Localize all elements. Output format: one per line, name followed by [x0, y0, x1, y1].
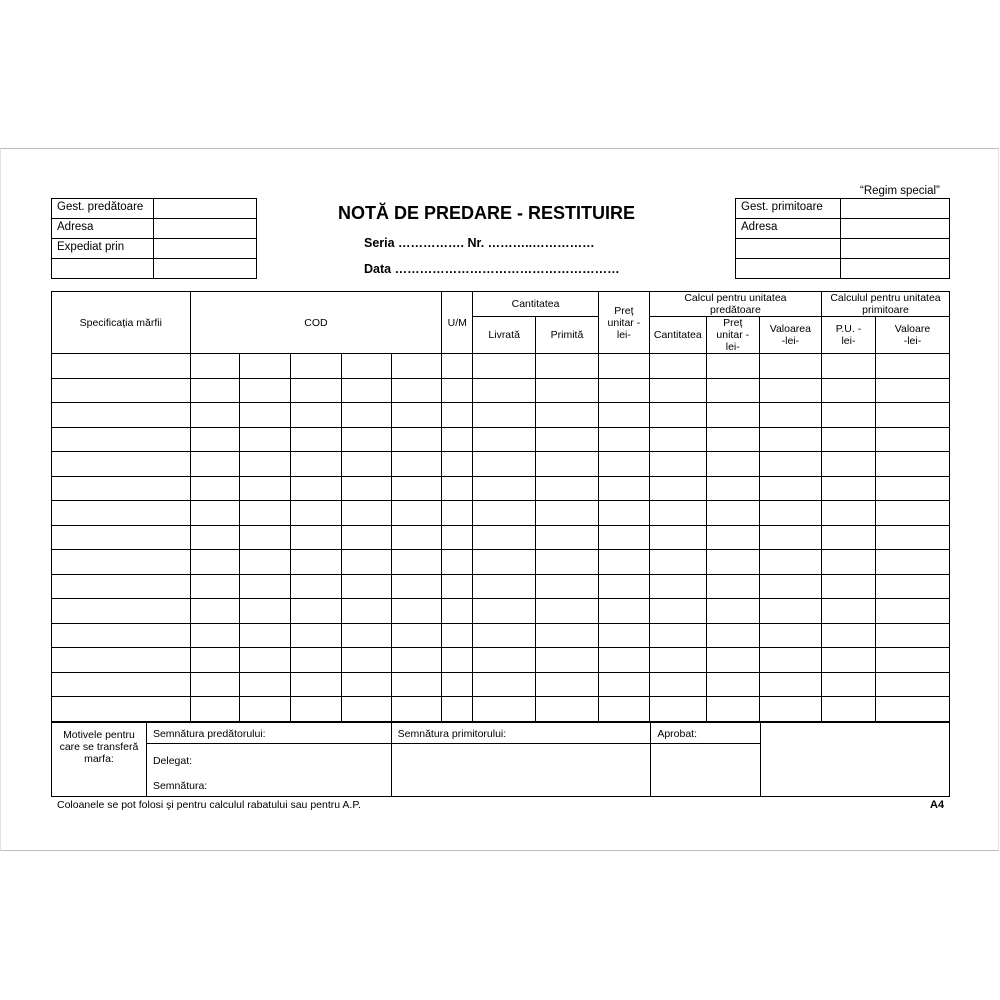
table-cell[interactable] — [822, 574, 876, 599]
table-cell[interactable] — [190, 403, 240, 428]
table-cell[interactable] — [473, 574, 536, 599]
table-cell[interactable] — [291, 354, 342, 379]
table-cell[interactable] — [473, 599, 536, 624]
delegat-label: Delegat: — [152, 755, 193, 767]
table-cell[interactable] — [442, 378, 473, 403]
table-cell[interactable] — [649, 452, 706, 477]
table-cell[interactable] — [391, 648, 442, 673]
table-cell[interactable] — [52, 476, 191, 501]
regim-special-label: “Regim special” — [860, 185, 940, 197]
table-cell[interactable] — [822, 476, 876, 501]
table-cell[interactable] — [875, 599, 949, 624]
table-cell[interactable] — [291, 525, 342, 550]
right-extra-label-1 — [736, 239, 841, 259]
table-cell[interactable] — [190, 550, 240, 575]
goods-table — [51, 291, 950, 722]
table-cell[interactable] — [875, 354, 949, 379]
table-cell[interactable] — [52, 672, 191, 697]
table-cell[interactable] — [341, 697, 391, 722]
table-cell[interactable] — [649, 648, 706, 673]
table-cell[interactable] — [190, 354, 240, 379]
table-cell[interactable] — [473, 697, 536, 722]
table-cell[interactable] — [291, 476, 342, 501]
table-cell[interactable] — [391, 378, 442, 403]
table-cell[interactable] — [473, 476, 536, 501]
table-cell[interactable] — [649, 574, 706, 599]
signature-block — [51, 722, 950, 797]
col-prim-valoare: Valoare -lei- — [875, 317, 949, 354]
table-cell[interactable] — [706, 501, 759, 526]
table-cell[interactable] — [875, 501, 949, 526]
table-cell[interactable] — [875, 476, 949, 501]
table-row — [52, 501, 950, 526]
table-cell[interactable] — [536, 697, 599, 722]
table-cell[interactable] — [536, 648, 599, 673]
table-cell[interactable] — [341, 672, 391, 697]
table-cell[interactable] — [291, 403, 342, 428]
table-cell[interactable] — [391, 672, 442, 697]
table-cell[interactable] — [291, 501, 342, 526]
table-cell[interactable] — [875, 525, 949, 550]
right-adresa-label: Adresa — [736, 219, 841, 239]
table-cell[interactable] — [442, 648, 473, 673]
table-cell[interactable] — [822, 525, 876, 550]
table-cell[interactable] — [52, 403, 191, 428]
footer-note: Coloanele se pot folosi şi pentru calculul rabatului sau pentru A.P. — [57, 799, 361, 811]
table-cell[interactable] — [473, 427, 536, 452]
table-cell[interactable] — [536, 525, 599, 550]
table-cell[interactable] — [391, 501, 442, 526]
table-cell[interactable] — [291, 452, 342, 477]
table-cell[interactable] — [706, 354, 759, 379]
table-cell[interactable] — [759, 525, 821, 550]
table-cell[interactable] — [875, 648, 949, 673]
table-cell[interactable] — [291, 599, 342, 624]
table-cell[interactable] — [190, 452, 240, 477]
table-cell[interactable] — [341, 452, 391, 477]
table-cell[interactable] — [240, 501, 291, 526]
table-cell[interactable] — [291, 648, 342, 673]
table-cell[interactable] — [649, 378, 706, 403]
table-cell[interactable] — [822, 550, 876, 575]
table-cell[interactable] — [598, 623, 649, 648]
table-cell[interactable] — [822, 452, 876, 477]
table-cell[interactable] — [190, 378, 240, 403]
table-cell[interactable] — [240, 623, 291, 648]
table-cell[interactable] — [190, 672, 240, 697]
table-cell[interactable] — [598, 476, 649, 501]
table-cell[interactable] — [240, 452, 291, 477]
table-cell[interactable] — [649, 501, 706, 526]
table-cell[interactable] — [442, 452, 473, 477]
col-um: U/M — [442, 292, 473, 354]
table-cell[interactable] — [52, 427, 191, 452]
table-cell[interactable] — [473, 501, 536, 526]
table-cell[interactable] — [706, 672, 759, 697]
table-cell[interactable] — [875, 378, 949, 403]
table-cell[interactable] — [473, 403, 536, 428]
right-extra-label-2 — [736, 259, 841, 279]
table-cell[interactable] — [875, 427, 949, 452]
table-cell[interactable] — [649, 427, 706, 452]
table-cell[interactable] — [598, 525, 649, 550]
table-cell[interactable] — [759, 354, 821, 379]
table-cell[interactable] — [442, 525, 473, 550]
table-cell[interactable] — [391, 623, 442, 648]
table-cell[interactable] — [240, 599, 291, 624]
table-cell[interactable] — [706, 623, 759, 648]
table-cell[interactable] — [341, 378, 391, 403]
semnatura-predator-label: Semnătura predătorului: — [152, 728, 266, 740]
table-cell[interactable] — [536, 378, 599, 403]
table-cell[interactable] — [240, 574, 291, 599]
table-cell[interactable] — [52, 648, 191, 673]
table-cell[interactable] — [822, 354, 876, 379]
adresa-label: Adresa — [52, 219, 154, 239]
col-cantitatea: Cantitatea — [473, 292, 599, 317]
table-cell[interactable] — [473, 623, 536, 648]
semnatura-primitor-label: Semnătura primitorului: — [397, 728, 507, 740]
table-cell[interactable] — [391, 697, 442, 722]
right-extra-field-1[interactable] — [841, 239, 950, 259]
table-cell[interactable] — [52, 599, 191, 624]
table-cell[interactable] — [536, 354, 599, 379]
table-cell[interactable] — [341, 427, 391, 452]
empty-cell — [761, 723, 950, 797]
table-cell[interactable] — [649, 476, 706, 501]
table-cell[interactable] — [52, 354, 191, 379]
table-cell[interactable] — [598, 574, 649, 599]
table-cell[interactable] — [536, 403, 599, 428]
semnatura-label: Semnătura: — [152, 780, 208, 792]
table-cell[interactable] — [240, 427, 291, 452]
left-info-box — [51, 198, 257, 279]
table-row — [52, 550, 950, 575]
table-cell[interactable] — [822, 427, 876, 452]
table-cell[interactable] — [598, 427, 649, 452]
table-cell[interactable] — [822, 623, 876, 648]
col-cod: COD — [190, 292, 442, 354]
table-cell[interactable] — [473, 648, 536, 673]
table-row — [52, 525, 950, 550]
table-cell[interactable] — [706, 427, 759, 452]
table-cell[interactable] — [391, 403, 442, 428]
col-pred-cantitatea: Cantitatea — [649, 317, 706, 354]
col-pred-valoarea: Valoarea -lei- — [759, 317, 821, 354]
table-cell[interactable] — [649, 623, 706, 648]
table-cell[interactable] — [240, 378, 291, 403]
semnatura-predator-cell[interactable] — [146, 723, 391, 797]
table-cell[interactable] — [442, 501, 473, 526]
table-cell[interactable] — [240, 672, 291, 697]
table-cell[interactable] — [875, 550, 949, 575]
col-livrata: Livrată — [473, 317, 536, 354]
table-row — [52, 648, 950, 673]
table-cell[interactable] — [341, 476, 391, 501]
table-cell[interactable] — [822, 501, 876, 526]
table-cell[interactable] — [442, 672, 473, 697]
table-cell[interactable] — [759, 623, 821, 648]
aprobat-row — [651, 723, 760, 744]
data-line[interactable]: Data ……………………………………………… — [364, 262, 620, 276]
table-cell[interactable] — [649, 403, 706, 428]
right-extra-field-2[interactable] — [841, 259, 950, 279]
table-cell[interactable] — [190, 697, 240, 722]
table-cell[interactable] — [240, 550, 291, 575]
table-cell[interactable] — [52, 550, 191, 575]
table-cell[interactable] — [391, 599, 442, 624]
table-cell[interactable] — [759, 476, 821, 501]
table-cell[interactable] — [291, 427, 342, 452]
table-cell[interactable] — [473, 378, 536, 403]
table-cell[interactable] — [391, 550, 442, 575]
table-cell[interactable] — [291, 623, 342, 648]
col-specificatia: Specificația mărfii — [52, 292, 191, 354]
table-cell[interactable] — [341, 403, 391, 428]
table-cell[interactable] — [759, 452, 821, 477]
table-cell[interactable] — [442, 427, 473, 452]
table-cell[interactable] — [649, 525, 706, 550]
table-cell[interactable] — [52, 697, 191, 722]
col-prim-pu: P.U. -lei- — [822, 317, 876, 354]
table-cell[interactable] — [536, 550, 599, 575]
table-cell[interactable] — [190, 476, 240, 501]
table-row — [52, 427, 950, 452]
table-cell[interactable] — [52, 378, 191, 403]
table-cell[interactable] — [759, 378, 821, 403]
table-cell[interactable] — [536, 623, 599, 648]
table-cell[interactable] — [598, 599, 649, 624]
table-cell[interactable] — [598, 378, 649, 403]
table-cell[interactable] — [706, 476, 759, 501]
format-label: A4 — [930, 799, 945, 811]
table-cell[interactable] — [875, 672, 949, 697]
table-cell[interactable] — [759, 599, 821, 624]
table-cell[interactable] — [759, 403, 821, 428]
table-cell[interactable] — [240, 525, 291, 550]
table-cell[interactable] — [291, 574, 342, 599]
table-cell[interactable] — [291, 672, 342, 697]
table-cell[interactable] — [759, 550, 821, 575]
table-cell[interactable] — [536, 452, 599, 477]
table-row — [52, 574, 950, 599]
table-cell[interactable] — [391, 452, 442, 477]
table-cell[interactable] — [706, 452, 759, 477]
table-row — [52, 378, 950, 403]
table-row — [52, 697, 950, 722]
table-cell[interactable] — [190, 574, 240, 599]
table-cell[interactable] — [341, 648, 391, 673]
table-cell[interactable] — [706, 378, 759, 403]
table-cell[interactable] — [291, 697, 342, 722]
table-cell[interactable] — [473, 525, 536, 550]
table-cell[interactable] — [875, 574, 949, 599]
gest-primitoare-field[interactable] — [841, 199, 950, 219]
table-cell[interactable] — [822, 403, 876, 428]
table-cell[interactable] — [442, 550, 473, 575]
right-info-box — [735, 198, 950, 279]
seria-nr-line[interactable]: Seria ……………. Nr. ………..…………… — [364, 236, 595, 250]
table-cell[interactable] — [190, 648, 240, 673]
table-row — [52, 623, 950, 648]
left-extra-label — [52, 259, 154, 279]
table-cell[interactable] — [759, 574, 821, 599]
table-cell[interactable] — [442, 623, 473, 648]
expediat-prin-label: Expediat prin — [52, 239, 154, 259]
table-cell[interactable] — [442, 476, 473, 501]
table-cell[interactable] — [473, 550, 536, 575]
table-cell[interactable] — [875, 452, 949, 477]
semnatura-predator-row — [147, 723, 391, 744]
table-cell[interactable] — [240, 697, 291, 722]
col-calcul-primitoare: Calculul pentru unitatea primitoare — [822, 292, 950, 317]
table-cell[interactable] — [52, 574, 191, 599]
table-cell[interactable] — [706, 599, 759, 624]
table-cell[interactable] — [536, 501, 599, 526]
table-cell[interactable] — [706, 648, 759, 673]
table-cell[interactable] — [341, 550, 391, 575]
table-cell[interactable] — [391, 525, 442, 550]
table-cell[interactable] — [442, 354, 473, 379]
table-cell[interactable] — [341, 501, 391, 526]
table-cell[interactable] — [649, 354, 706, 379]
table-cell[interactable] — [391, 476, 442, 501]
table-cell[interactable] — [598, 452, 649, 477]
table-cell[interactable] — [649, 599, 706, 624]
col-pred-pret: Preț unitar -lei- — [706, 317, 759, 354]
table-cell[interactable] — [649, 697, 706, 722]
table-cell[interactable] — [341, 574, 391, 599]
table-cell[interactable] — [822, 648, 876, 673]
table-cell[interactable] — [391, 574, 442, 599]
table-cell[interactable] — [759, 648, 821, 673]
table-cell[interactable] — [536, 574, 599, 599]
table-cell[interactable] — [473, 672, 536, 697]
table-row — [52, 672, 950, 697]
table-cell[interactable] — [598, 501, 649, 526]
table-cell[interactable] — [473, 452, 536, 477]
table-cell[interactable] — [598, 403, 649, 428]
table-cell[interactable] — [649, 672, 706, 697]
table-cell[interactable] — [240, 648, 291, 673]
table-cell[interactable] — [822, 697, 876, 722]
col-pret-unitar: Preț unitar -lei- — [598, 292, 649, 354]
table-cell[interactable] — [759, 697, 821, 722]
table-cell[interactable] — [52, 525, 191, 550]
semnatura-primitor-row — [392, 723, 651, 744]
table-cell[interactable] — [598, 697, 649, 722]
table-cell[interactable] — [190, 501, 240, 526]
gest-predatoare-field[interactable] — [154, 199, 257, 219]
gest-predatoare-label: Gest. predătoare — [52, 199, 154, 219]
adresa-field[interactable] — [154, 219, 257, 239]
aprobat-cell[interactable] — [651, 723, 761, 797]
col-primita: Primită — [536, 317, 599, 354]
right-adresa-field[interactable] — [841, 219, 950, 239]
table-cell[interactable] — [52, 501, 191, 526]
table-cell[interactable] — [341, 599, 391, 624]
table-cell[interactable] — [442, 697, 473, 722]
table-row — [52, 403, 950, 428]
table-row — [52, 476, 950, 501]
aprobat-label: Aprobat: — [657, 728, 698, 740]
semnatura-primitor-cell[interactable] — [391, 723, 651, 797]
table-cell[interactable] — [875, 697, 949, 722]
table-cell[interactable] — [875, 623, 949, 648]
table-cell[interactable] — [391, 354, 442, 379]
table-row — [52, 599, 950, 624]
table-cell[interactable] — [52, 452, 191, 477]
table-cell[interactable] — [598, 354, 649, 379]
table-cell[interactable] — [536, 476, 599, 501]
table-cell[interactable] — [598, 648, 649, 673]
table-cell[interactable] — [240, 403, 291, 428]
table-cell[interactable] — [341, 623, 391, 648]
table-cell[interactable] — [341, 354, 391, 379]
page-title: NOTĂ DE PREDARE - RESTITUIRE — [338, 203, 636, 223]
table-cell[interactable] — [291, 550, 342, 575]
table-cell[interactable] — [759, 501, 821, 526]
table-cell[interactable] — [649, 550, 706, 575]
table-cell[interactable] — [190, 525, 240, 550]
expediat-prin-field[interactable] — [154, 239, 257, 259]
table-cell[interactable] — [875, 403, 949, 428]
table-cell[interactable] — [706, 550, 759, 575]
table-cell[interactable] — [822, 599, 876, 624]
table-cell[interactable] — [240, 476, 291, 501]
table-cell[interactable] — [442, 599, 473, 624]
table-cell[interactable] — [291, 378, 342, 403]
col-calcul-predatoare: Calcul pentru unitatea predătoare — [649, 292, 821, 317]
table-cell[interactable] — [706, 403, 759, 428]
table-row — [52, 354, 950, 379]
table-cell[interactable] — [190, 427, 240, 452]
table-cell[interactable] — [536, 599, 599, 624]
table-cell[interactable] — [190, 623, 240, 648]
table-cell[interactable] — [759, 672, 821, 697]
table-cell[interactable] — [822, 378, 876, 403]
table-cell[interactable] — [341, 525, 391, 550]
table-cell[interactable] — [759, 427, 821, 452]
table-cell[interactable] — [706, 574, 759, 599]
table-cell[interactable] — [52, 623, 191, 648]
table-cell[interactable] — [240, 354, 291, 379]
motivele-cell[interactable] — [52, 723, 147, 797]
left-extra-field[interactable] — [154, 259, 257, 279]
table-cell[interactable] — [536, 672, 599, 697]
table-row — [52, 452, 950, 477]
table-cell[interactable] — [536, 427, 599, 452]
table-cell[interactable] — [442, 574, 473, 599]
table-cell[interactable] — [598, 672, 649, 697]
table-cell[interactable] — [706, 525, 759, 550]
table-cell[interactable] — [190, 599, 240, 624]
motivele-label: Motivele pentru care se transferă marfa: — [59, 729, 139, 765]
table-cell[interactable] — [442, 403, 473, 428]
table-cell[interactable] — [391, 427, 442, 452]
table-cell[interactable] — [822, 672, 876, 697]
table-cell[interactable] — [473, 354, 536, 379]
table-cell[interactable] — [598, 550, 649, 575]
table-cell[interactable] — [706, 697, 759, 722]
gest-primitoare-label: Gest. primitoare — [736, 199, 841, 219]
